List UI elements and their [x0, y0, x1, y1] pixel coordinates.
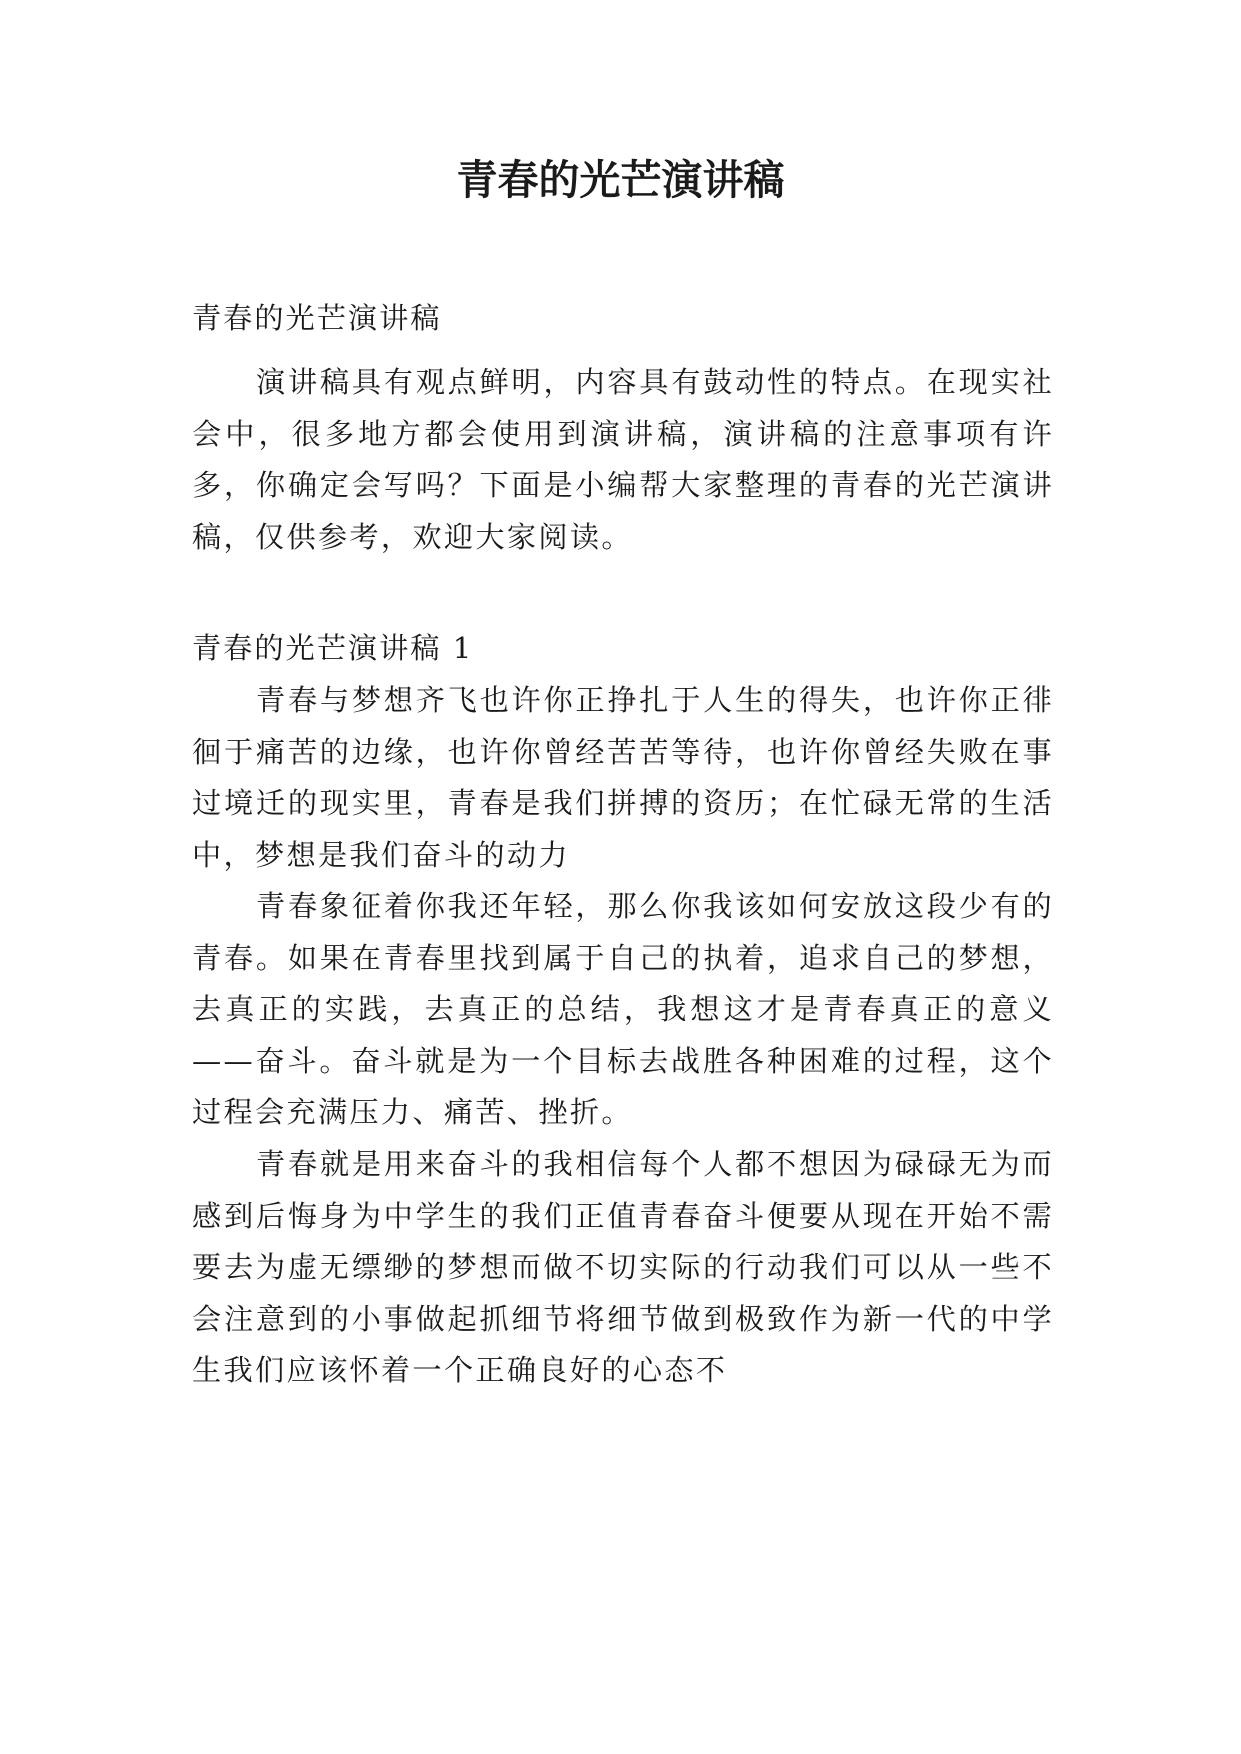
document-subtitle: 青春的光芒演讲稿: [192, 301, 442, 335]
intro-paragraph: 演讲稿具有观点鲜明，内容具有鼓动性的特点。在现实社会中，很多地方都会使用到演讲稿，演讲稿的注意事项有许多，你确定会写吗？下面是小编帮大家整理的青春的光芒演讲稿，仅供参考，欢迎大家阅读。: [192, 365, 1054, 554]
section-1-heading: 青春的光芒演讲稿 1: [192, 631, 474, 665]
document-title: 青春的光芒演讲稿: [456, 156, 785, 204]
section-1-paragraph-3: 青春就是用来奋斗的我相信每个人都不想因为碌碌无为而感到后悔身为中学生的我们正值青春奋斗便要从现在开始不需要去为虚无缥缈的梦想而做不切实际的行动我们可以从一些不会注意到的小事做起抓细节将细节做到极致作为新一代的中学生我们应该怀着一个正确良好的心态不: [192, 1147, 1054, 1387]
section-1-paragraph-2: 青春象征着你我还年轻，那么你我该如何安放这段少有的青春。如果在青春里找到属于自己的执着，追求自己的梦想，去真正的实践，去真正的总结，我想这才是青春真正的意义——奋斗。奋斗就是为一个目标去战胜各种困难的过程，这个过程会充满压力、痛苦、挫折。: [192, 889, 1054, 1129]
section-1-paragraph-1: 青春与梦想齐飞也许你正挣扎于人生的得失，也许你正徘徊于痛苦的边缘，也许你曾经苦苦等待，也许你曾经失败在事过境迁的现实里，青春是我们拼搏的资历；在忙碌无常的生活中，梦想是我们奋斗的动力: [192, 683, 1054, 872]
